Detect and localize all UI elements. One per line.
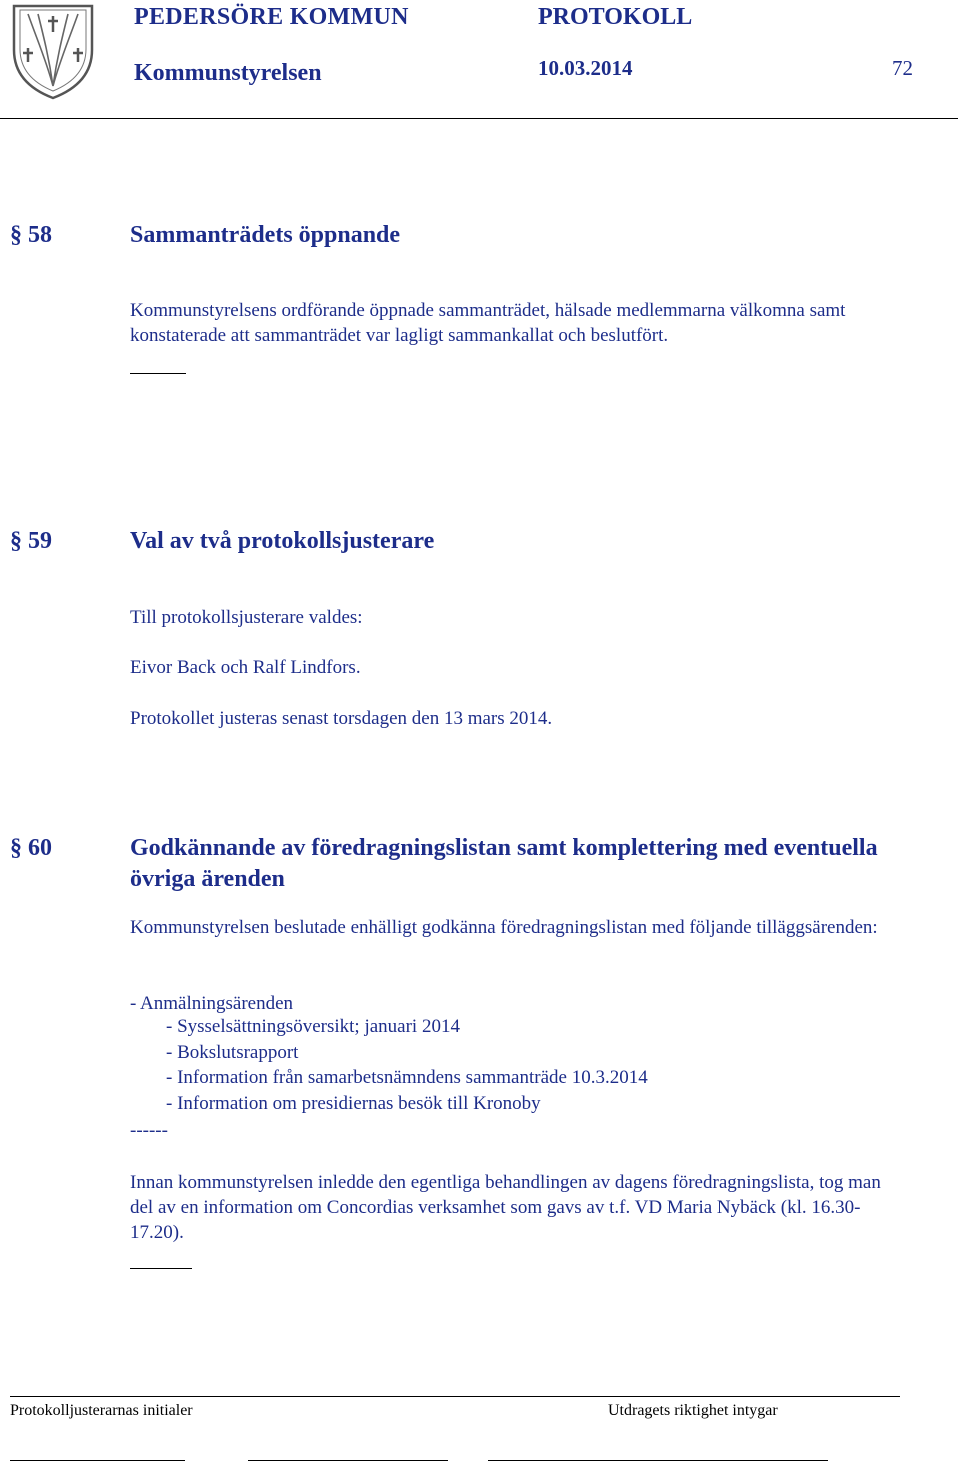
governing-body: Kommunstyrelsen xyxy=(134,60,322,86)
signature-line xyxy=(248,1460,448,1461)
footer-certification-label: Utdragets riktighet intygar xyxy=(608,1402,778,1419)
signature-line xyxy=(10,1460,185,1461)
list-item: - Information om presidiernas besök till Kronoby xyxy=(166,1093,541,1114)
section-number: § 59 xyxy=(10,528,52,554)
section-line: Protokollet justeras senast torsdagen den 13 mars 2014. xyxy=(130,708,553,729)
signature-line xyxy=(488,1460,828,1461)
section-line: Eivor Back och Ralf Lindfors. xyxy=(130,657,361,678)
municipality-crest-icon xyxy=(8,2,98,100)
list-item: - Bokslutsrapport xyxy=(166,1042,299,1063)
section-number: § 60 xyxy=(10,835,52,861)
list-separator: ------ xyxy=(130,1120,168,1141)
section-paragraph: Kommunstyrelsens ordförande öppnade sammanträdet, hälsade medlemmarna välkomna samt konstaterade att sammanträdet var lagligt sammankallat och beslutfört. xyxy=(130,300,846,346)
section-closing-paragraph: Innan kommunstyrelsen inledde den egentliga behandlingen av dagens föredragningslista, tog man del av en information om Concordias verksamhet som gavs av t.f. VD Maria Nybäck (kl. 16.30-17.20). xyxy=(130,1172,881,1243)
list-item: - Sysselsättningsöversikt; januari 2014 xyxy=(166,1016,460,1037)
section-title: Val av två protokollsjusterare xyxy=(130,528,435,554)
page-number: 72 xyxy=(892,56,913,80)
list-item: - Anmälningsärenden xyxy=(130,993,294,1014)
section-end-rule xyxy=(130,373,186,374)
section-end-rule xyxy=(130,1268,192,1269)
municipality-name: PEDERSÖRE KOMMUN xyxy=(134,4,409,30)
section-title: Sammanträdets öppnande xyxy=(130,222,401,248)
section-title: Godkännande av föredragningslistan samt komplettering med eventuella övriga ärenden xyxy=(130,835,878,892)
meeting-date: 10.03.2014 xyxy=(538,56,633,80)
header-divider xyxy=(0,118,958,119)
list-item: - Information från samarbetsnämndens sammanträde 10.3.2014 xyxy=(166,1067,648,1088)
footer-divider xyxy=(10,1396,900,1397)
section-line: Till protokollsjusterare valdes: xyxy=(130,607,363,628)
document-type: PROTOKOLL xyxy=(538,4,693,30)
footer-initials-label: Protokolljusterarnas initialer xyxy=(10,1402,193,1419)
section-paragraph: Kommunstyrelsen beslutade enhälligt godkänna föredragningslistan med följande tilläggsärenden: xyxy=(130,917,878,938)
section-number: § 58 xyxy=(10,222,52,248)
